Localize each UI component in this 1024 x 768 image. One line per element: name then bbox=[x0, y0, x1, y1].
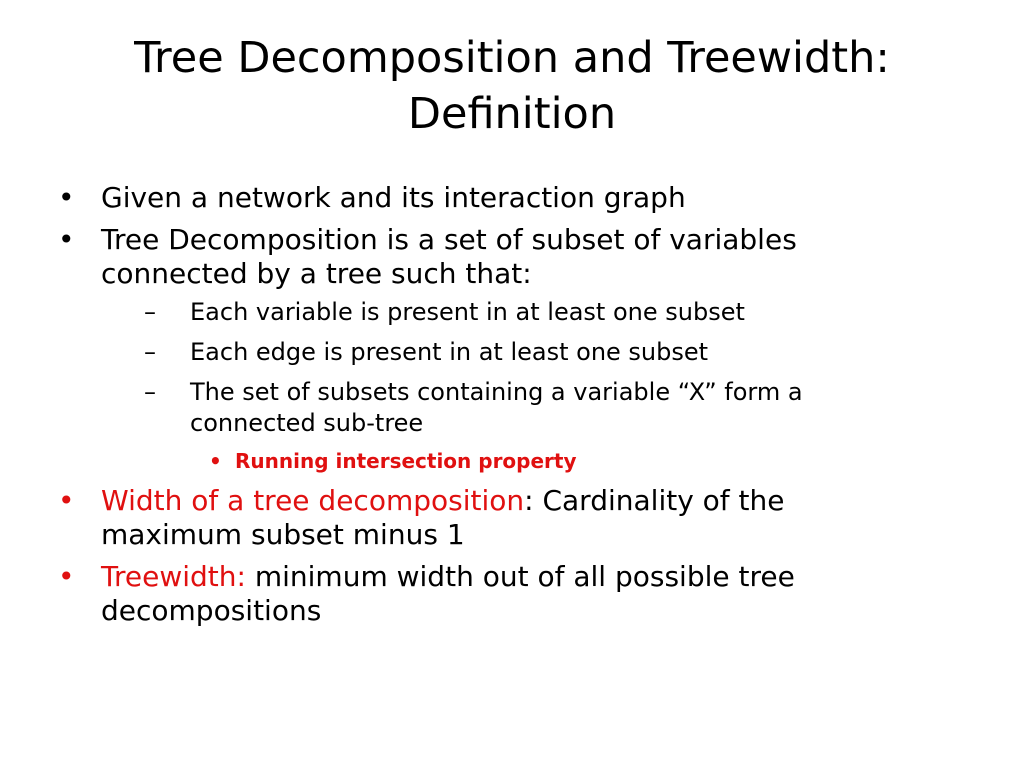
bullet-list bbox=[58, 181, 958, 628]
title-line-2: Definition bbox=[407, 89, 617, 139]
bullet-text-line-1: minimum width out of all possible tree bbox=[245, 560, 795, 593]
bullet-text-line-2: decompositions bbox=[101, 594, 322, 627]
bullet-item-2 bbox=[58, 223, 958, 474]
sub-bullet-text-line-2: connected sub-tree bbox=[190, 409, 424, 437]
sub-sub-bullet-text: Running intersection property bbox=[235, 449, 577, 473]
sub-bullet-text-line-1: The set of subsets containing a variable “X” form a bbox=[190, 378, 803, 406]
sub-sub-bullet-list bbox=[101, 448, 958, 474]
sub-bullet-item-2 bbox=[144, 337, 958, 368]
sub-bullet-list bbox=[101, 297, 958, 439]
slide-title bbox=[40, 30, 984, 142]
title-line-1: Tree Decomposition and Treewidth: bbox=[134, 33, 890, 83]
dash-icon: – bbox=[144, 338, 156, 366]
bullet-item-4 bbox=[58, 560, 958, 628]
bullet-icon: • bbox=[58, 560, 75, 593]
bullet-icon: • bbox=[58, 181, 75, 214]
slide-body bbox=[58, 181, 958, 636]
bullet-text: Given a network and its interaction graph bbox=[101, 181, 686, 214]
sub-bullet-text: Each edge is present in at least one subset bbox=[190, 338, 709, 366]
dash-icon: – bbox=[144, 298, 156, 326]
sub-bullet-item-1 bbox=[144, 297, 958, 328]
bullet-text-line-1: : Cardinality of the bbox=[524, 484, 785, 517]
bullet-item-3 bbox=[58, 484, 958, 552]
bullet-icon: • bbox=[58, 484, 75, 517]
sub-bullet-item-3 bbox=[144, 377, 958, 439]
bullet-item-1 bbox=[58, 181, 958, 215]
bullet-text-line-2: maximum subset minus 1 bbox=[101, 518, 465, 551]
bullet-text-line-2: connected by a tree such that: bbox=[101, 257, 532, 290]
sub-bullet-text: Each variable is present in at least one subset bbox=[190, 298, 745, 326]
bullet-icon: • bbox=[58, 223, 75, 256]
bullet-text-line-1: Tree Decomposition is a set of subset of variables bbox=[101, 223, 797, 256]
bullet-icon: • bbox=[209, 449, 222, 473]
bullet-highlight: Treewidth: bbox=[101, 560, 246, 593]
sub-sub-bullet-item-1 bbox=[209, 448, 958, 474]
bullet-highlight: Width of a tree decomposition bbox=[101, 484, 525, 517]
dash-icon: – bbox=[144, 378, 156, 406]
